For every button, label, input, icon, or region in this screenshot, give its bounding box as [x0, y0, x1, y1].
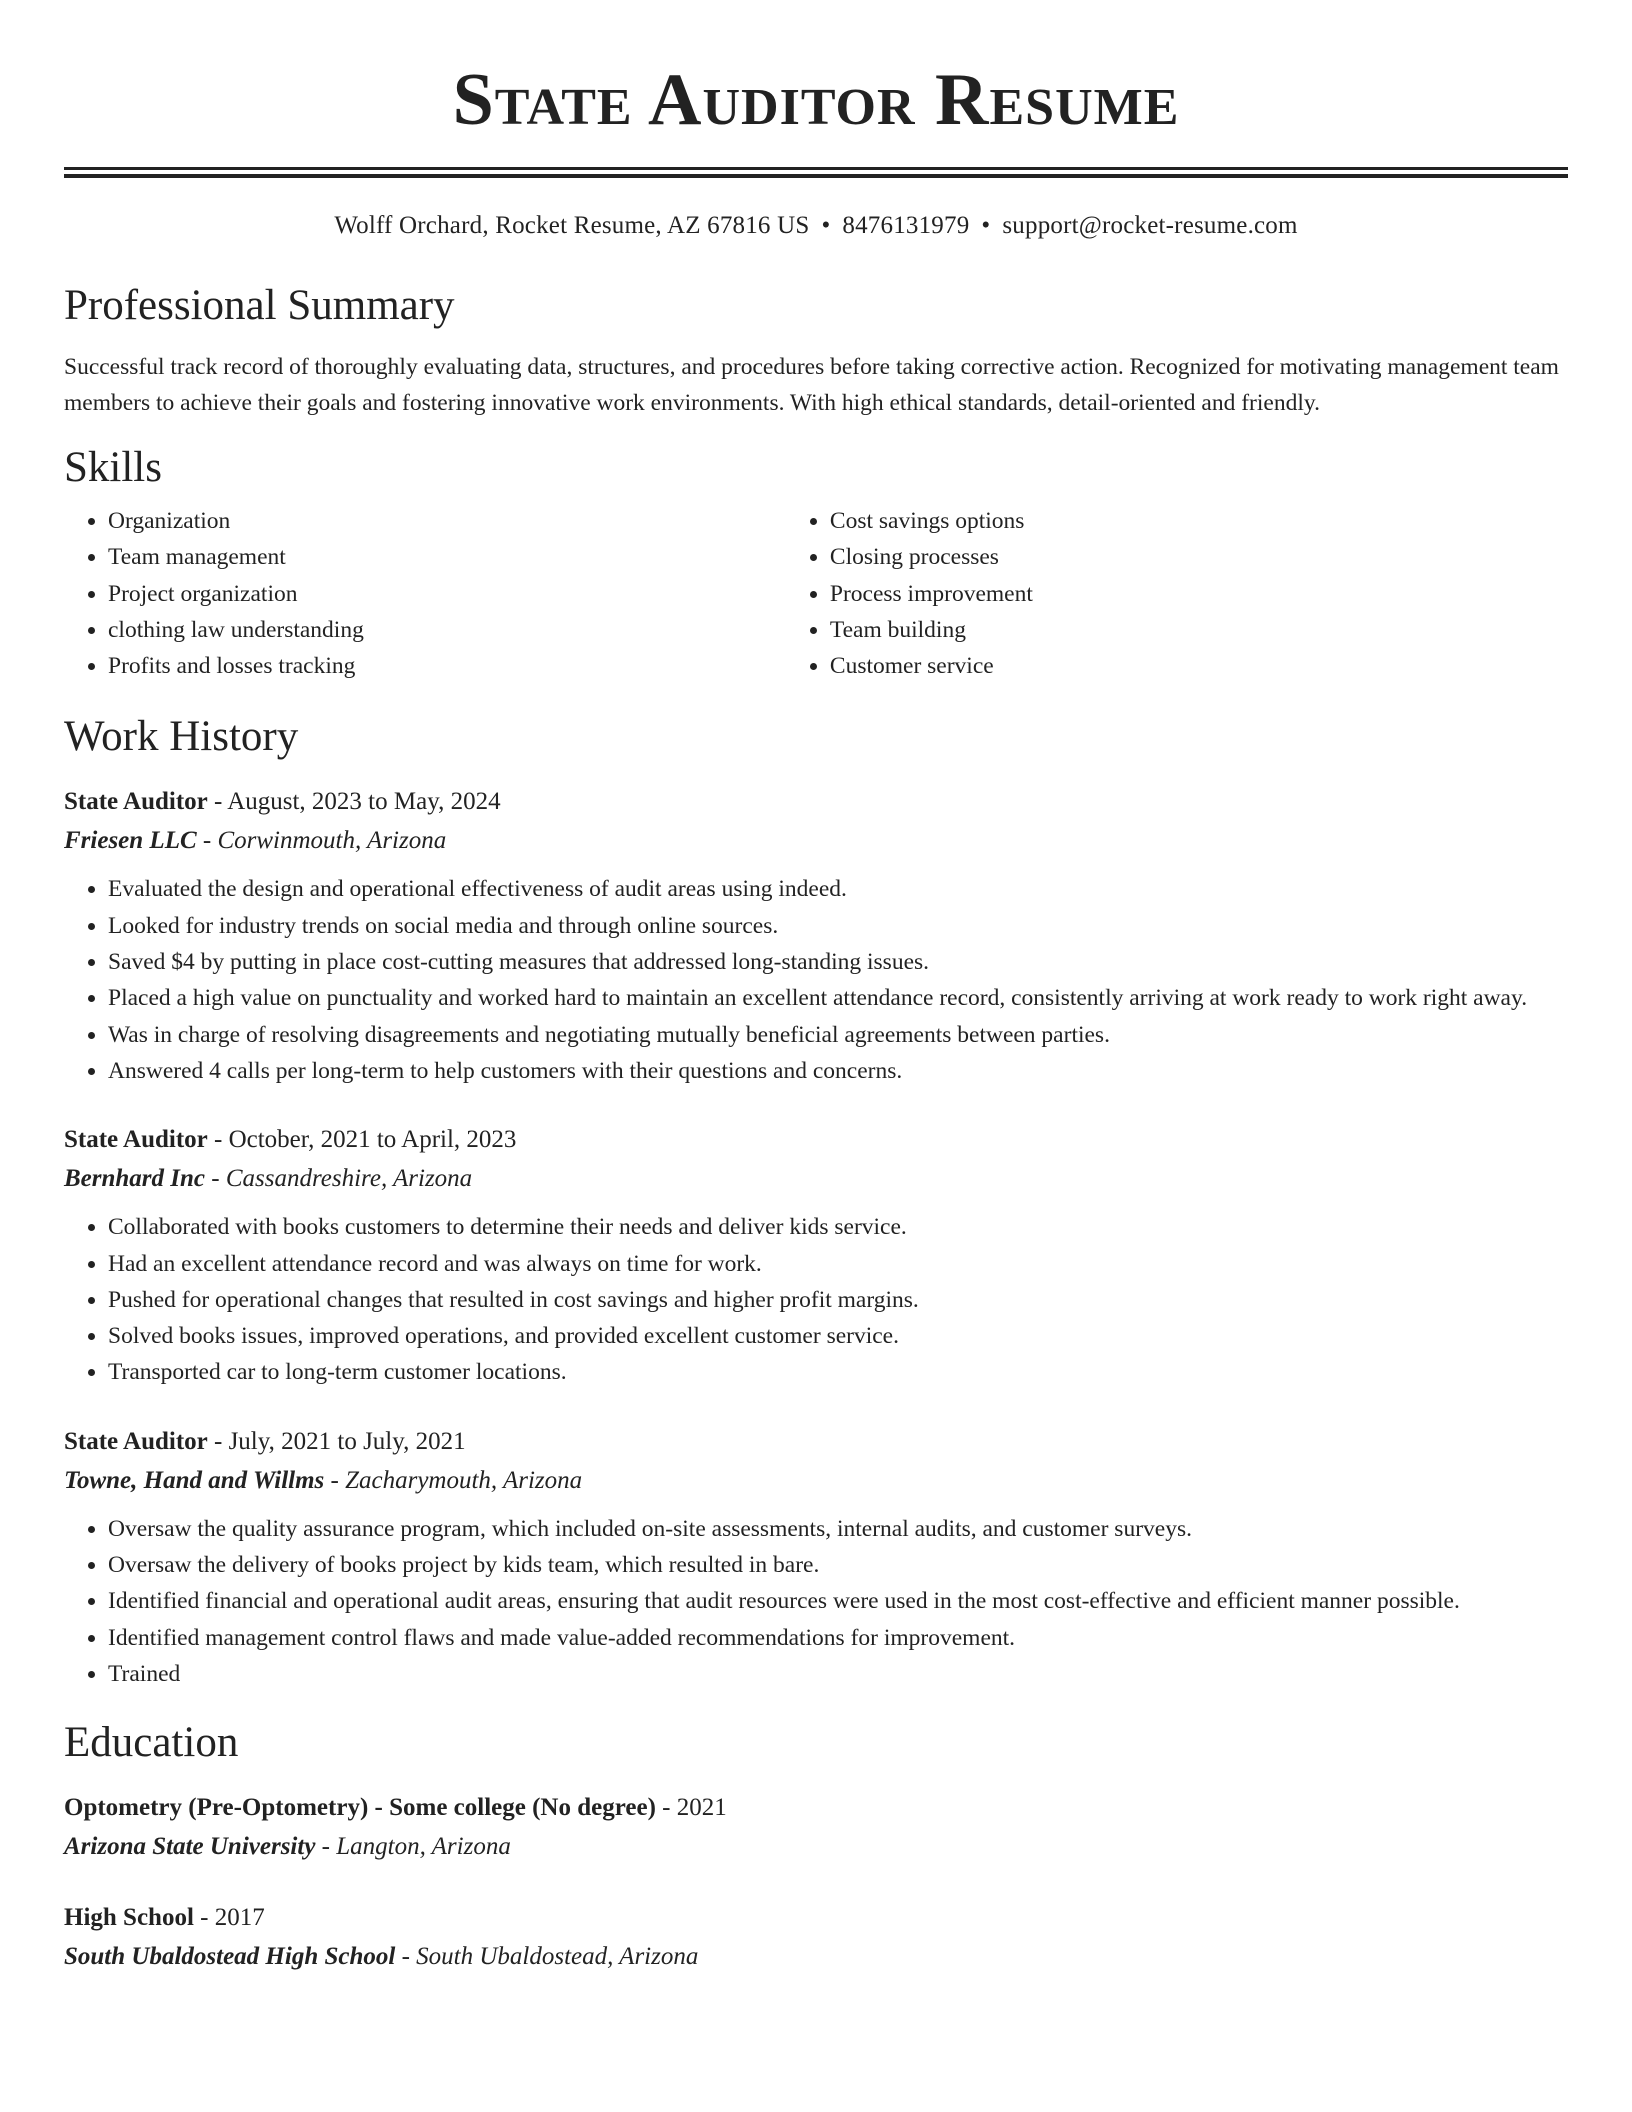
- education-degree: Optometry (Pre-Optometry) - Some college (No degree): [64, 1794, 656, 1822]
- skills-column-left: [64, 503, 786, 684]
- job-bullet: • Was in charge of resolving disagreements and negotiating mutually beneficial agreements between parties.: [108, 1017, 1568, 1053]
- job-bullet: • Answered 4 calls per long-term to help customers with their questions and concerns.: [108, 1053, 1568, 1089]
- job-entry: [64, 1423, 1568, 1692]
- title-divider: [64, 167, 1568, 178]
- education-school-line: [64, 1827, 1568, 1867]
- job-bullet: • Oversaw the quality assurance program, which included on-site assessments, internal audits, and customer surveys.: [108, 1511, 1568, 1547]
- skills-column-right: [786, 503, 1568, 684]
- job-title: State Auditor: [64, 1126, 208, 1154]
- job-location: - Zacharymouth, Arizona: [324, 1466, 583, 1494]
- work-history-heading: Work History: [64, 713, 299, 761]
- job-dates: - August, 2023 to May, 2024: [207, 788, 501, 816]
- job-company: Bernhard Inc: [64, 1165, 206, 1193]
- job-bullet: • Solved books issues, improved operations, and provided excellent customer service.: [108, 1318, 1568, 1354]
- education-location: - Langton, Arizona: [315, 1833, 511, 1861]
- skills-heading: Skills: [64, 444, 162, 491]
- skill-item: • Team management: [108, 539, 786, 575]
- job-company-line: [64, 821, 1568, 861]
- skill-item: • Team building: [830, 612, 1568, 648]
- contact-line: [64, 211, 1568, 241]
- job-bullets: [64, 1209, 1568, 1390]
- job-bullet: • Saved $4 by putting in place cost-cutting measures that addressed long-standing issues.: [108, 944, 1568, 980]
- job-bullet: • Transported car to long-term customer locations.: [108, 1354, 1568, 1390]
- job-title-line: [64, 1423, 1568, 1461]
- skill-item: • Project organization: [108, 576, 786, 612]
- job-bullet: • Pushed for operational changes that resulted in cost savings and higher profit margins.: [108, 1282, 1568, 1318]
- education-heading: Education: [64, 1719, 239, 1767]
- job-bullet: • Had an excellent attendance record and was always on time for work.: [108, 1246, 1568, 1282]
- job-bullets: [64, 1511, 1568, 1692]
- job-bullets: [64, 871, 1568, 1089]
- job-title: State Auditor: [64, 1427, 208, 1455]
- job-company-line: [64, 1159, 1568, 1199]
- job-entry: [64, 783, 1568, 1089]
- education-school: South Ubaldostead High School: [64, 1943, 396, 1971]
- job-bullet: • Trained: [108, 1656, 1568, 1692]
- education-year: - 2021: [655, 1794, 727, 1822]
- skill-item: • Cost savings options: [830, 503, 1568, 539]
- job-bullet: • Identified management control flaws and made value-added recommendations for improvement.: [108, 1620, 1568, 1656]
- education-degree-line: [64, 1789, 1568, 1827]
- job-location: - Cassandreshire, Arizona: [205, 1165, 473, 1193]
- job-company: Towne, Hand and Willms: [64, 1466, 325, 1494]
- job-entry: [64, 1121, 1568, 1390]
- job-bullet: • Identified financial and operational audit areas, ensuring that audit resources were used in the most cost-effective and efficient manner possible.: [108, 1583, 1568, 1619]
- resume-page: [64, 0, 1568, 1977]
- job-bullet: • Evaluated the design and operational effectiveness of audit areas using indeed.: [108, 871, 1568, 907]
- education-school: Arizona State University: [64, 1833, 316, 1861]
- contact-phone: 8476131979: [842, 212, 970, 239]
- skill-item: • Process improvement: [830, 576, 1568, 612]
- skill-item: • Organization: [108, 503, 786, 539]
- education-entry: [64, 1899, 1568, 1977]
- contact-separator: •: [981, 212, 991, 239]
- job-bullet: • Collaborated with books customers to determine their needs and deliver kids service.: [108, 1209, 1568, 1245]
- summary-heading: Professional Summary: [64, 282, 455, 329]
- education-year: - 2017: [193, 1904, 265, 1932]
- contact-address: Wolff Orchard, Rocket Resume, AZ 67816 US: [334, 212, 810, 239]
- job-bullet: • Looked for industry trends on social media and through online sources.: [108, 908, 1568, 944]
- education-entry: [64, 1789, 1568, 1867]
- job-bullet: • Placed a high value on punctuality and worked hard to maintain an excellent attendance record, consistently arriving at work ready to work right away.: [108, 980, 1568, 1016]
- skill-item: • Customer service: [830, 648, 1568, 684]
- skills-list: [64, 503, 1568, 684]
- education-school-line: [64, 1937, 1568, 1977]
- skill-item: • clothing law understanding: [108, 612, 786, 648]
- job-company: Friesen LLC: [64, 827, 197, 855]
- job-title-line: [64, 1121, 1568, 1159]
- skill-item: • Closing processes: [830, 539, 1568, 575]
- education-degree: High School: [64, 1904, 194, 1932]
- job-company-line: [64, 1461, 1568, 1501]
- job-dates: - October, 2021 to April, 2023: [207, 1126, 517, 1154]
- page-title: State Auditor Resume: [452, 59, 1180, 141]
- contact-email: support@rocket-resume.com: [1002, 212, 1298, 239]
- education-degree-line: [64, 1899, 1568, 1937]
- contact-separator: •: [821, 212, 831, 239]
- job-title-line: [64, 783, 1568, 821]
- job-bullet: • Oversaw the delivery of books project by kids team, which resulted in bare.: [108, 1547, 1568, 1583]
- education-location: - South Ubaldostead, Arizona: [395, 1943, 699, 1971]
- job-title: State Auditor: [64, 788, 208, 816]
- job-location: - Corwinmouth, Arizona: [196, 827, 447, 855]
- job-dates: - July, 2021 to July, 2021: [207, 1427, 466, 1455]
- skill-item: • Profits and losses tracking: [108, 648, 786, 684]
- summary-text: Successful track record of thoroughly evaluating data, structures, and procedures before taking corrective action. Recognized for motivating management team members to achieve their goals and fostering innovative work environments. With high ethical standards, detail-oriented and friendly.: [64, 354, 1559, 416]
